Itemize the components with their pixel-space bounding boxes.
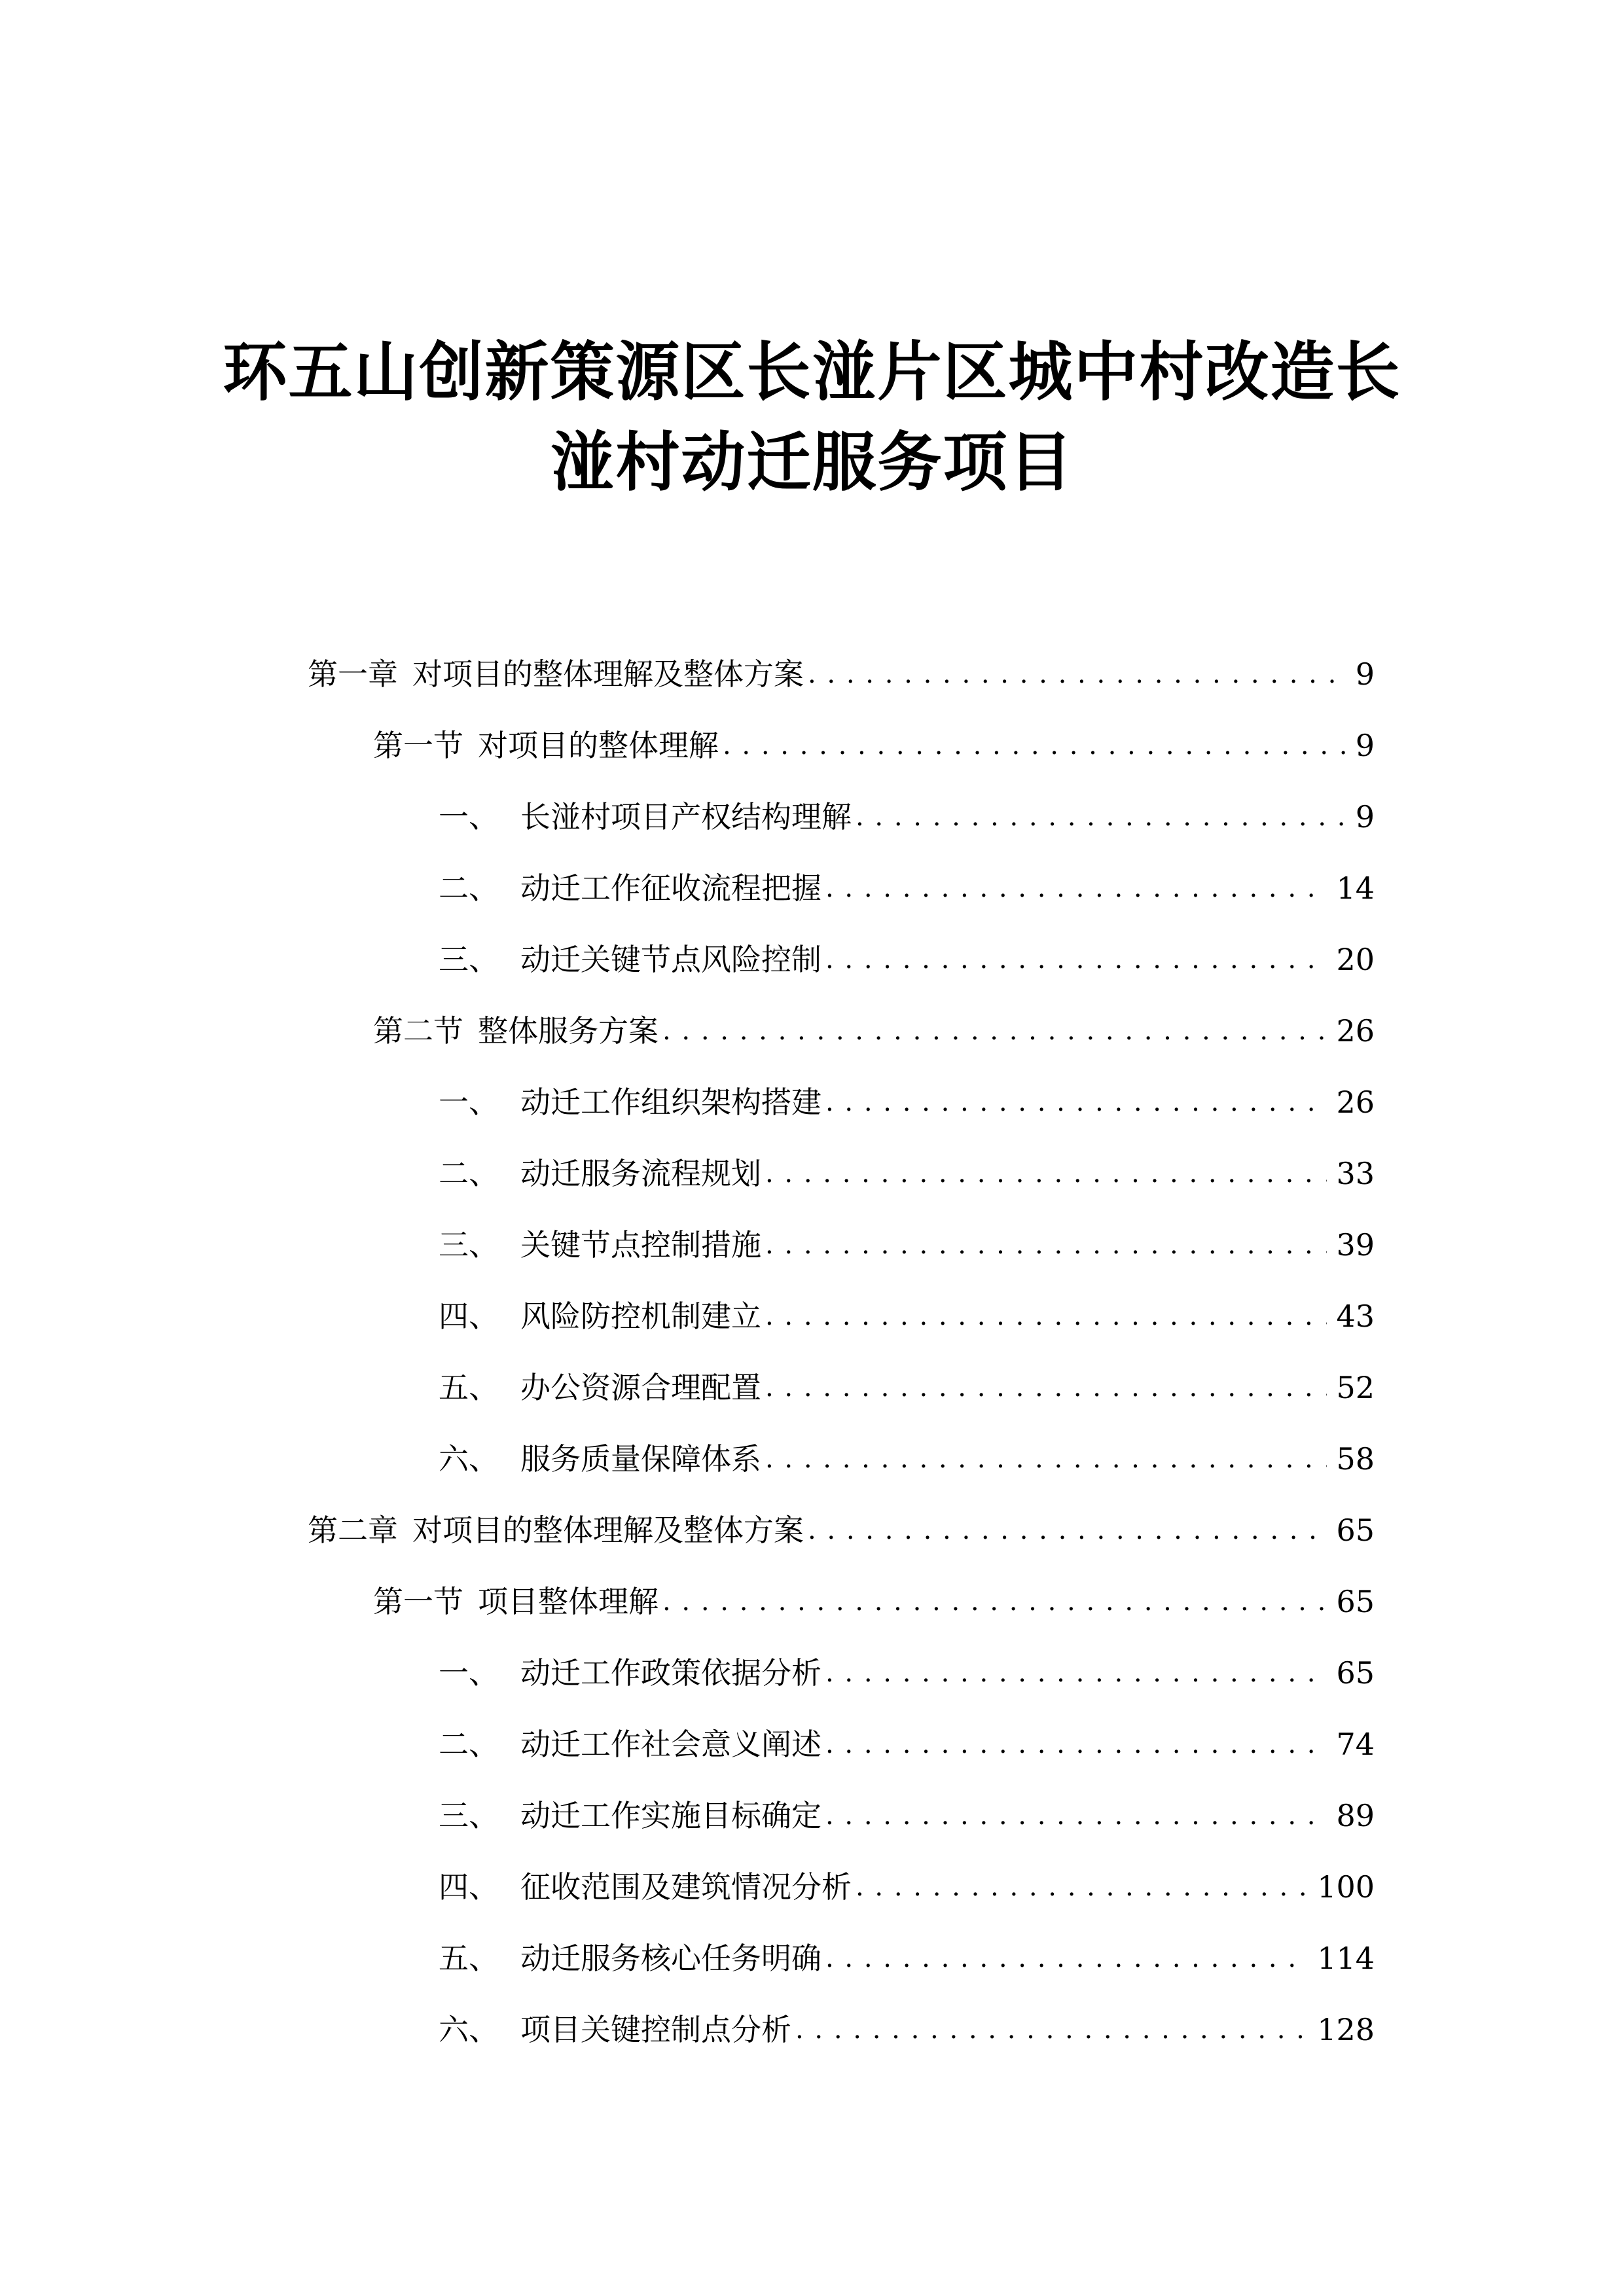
dot-leader <box>808 1507 1327 1553</box>
toc-entry-item[interactable] <box>439 1650 1375 1696</box>
toc-marker: 二、 <box>439 870 499 906</box>
toc-entry-item[interactable] <box>439 2007 1375 2053</box>
toc-marker: 四、 <box>439 1299 499 1334</box>
toc-label: 长湴村项目产权结构理解 <box>520 799 852 834</box>
toc-entry-item[interactable] <box>439 1864 1375 1910</box>
toc-marker: 六、 <box>439 1441 499 1477</box>
toc-entry-item[interactable] <box>439 937 1375 982</box>
dot-leader <box>662 1579 1327 1624</box>
toc-label: 关键节点控制措施 <box>520 1227 761 1263</box>
dot-leader <box>765 1365 1327 1410</box>
toc-entry-section[interactable] <box>373 723 1375 768</box>
dot-leader <box>856 1864 1308 1910</box>
toc-entry-section[interactable] <box>373 1008 1375 1054</box>
toc-page-number: 9 <box>1355 799 1375 834</box>
toc-label: 动迁工作组织架构搭建 <box>520 1085 821 1120</box>
toc-entry-chapter-1[interactable] <box>308 651 1375 697</box>
toc-label: 办公资源合理配置 <box>520 1370 761 1405</box>
toc-page-number: 9 <box>1355 656 1375 692</box>
dot-leader <box>795 2007 1308 2053</box>
toc-entry-item[interactable] <box>439 1365 1375 1410</box>
toc-marker: 第二章 <box>308 1513 398 1548</box>
dot-leader <box>765 1293 1327 1339</box>
toc-entry-chapter-2[interactable] <box>308 1507 1375 1553</box>
dot-leader <box>825 865 1327 911</box>
toc-marker: 三、 <box>439 1798 499 1833</box>
toc-marker: 六、 <box>439 2012 499 2047</box>
toc-marker: 三、 <box>439 942 499 977</box>
toc-entry-item[interactable] <box>439 1935 1375 1981</box>
toc-marker: 三、 <box>439 1227 499 1263</box>
toc-label: 动迁工作实施目标确定 <box>520 1798 821 1833</box>
toc-label: 动迁关键节点风险控制 <box>520 942 821 977</box>
toc-page-number: 65 <box>1336 1513 1375 1548</box>
dot-leader <box>825 1079 1327 1125</box>
toc-page-number: 39 <box>1336 1227 1375 1263</box>
toc-page-number: 26 <box>1336 1013 1375 1049</box>
dot-leader <box>765 1436 1327 1482</box>
toc-label: 动迁服务流程规划 <box>520 1156 761 1191</box>
toc-entry-item[interactable] <box>439 794 1375 840</box>
toc-label: 对项目的整体理解及整体方案 <box>412 1513 804 1548</box>
dot-leader <box>825 1721 1327 1767</box>
toc-page-number: 9 <box>1355 728 1375 763</box>
toc-entry-item[interactable] <box>439 1079 1375 1125</box>
toc-page-number: 100 <box>1317 1869 1375 1905</box>
toc-label: 对项目的整体理解 <box>478 728 719 763</box>
toc-page-number: 74 <box>1336 1727 1375 1762</box>
toc-label: 动迁服务核心任务明确 <box>520 1941 821 1976</box>
toc-label: 动迁工作征收流程把握 <box>520 870 821 906</box>
toc-label: 对项目的整体理解及整体方案 <box>412 656 804 692</box>
toc-marker: 第一节 <box>373 728 463 763</box>
toc-page-number: 20 <box>1336 942 1375 977</box>
dot-leader <box>825 1935 1308 1981</box>
toc-page-number: 114 <box>1317 1941 1375 1976</box>
toc-label: 动迁工作政策依据分析 <box>520 1655 821 1691</box>
toc-marker: 二、 <box>439 1156 499 1191</box>
toc-entry-section[interactable] <box>373 1579 1375 1624</box>
dot-leader <box>765 1222 1327 1268</box>
toc-entry-item[interactable] <box>439 1151 1375 1196</box>
toc-marker: 一、 <box>439 1655 499 1691</box>
toc-marker: 第二节 <box>373 1013 463 1049</box>
toc-label: 风险防控机制建立 <box>520 1299 761 1334</box>
dot-leader <box>825 1793 1327 1839</box>
toc-page-number: 52 <box>1336 1370 1375 1405</box>
toc-marker: 一、 <box>439 1085 499 1120</box>
toc-page-number: 128 <box>1317 2012 1375 2047</box>
toc-label: 动迁工作社会意义阐述 <box>520 1727 821 1762</box>
toc-label: 服务质量保障体系 <box>520 1441 761 1477</box>
dot-leader <box>856 794 1346 840</box>
toc-page-number: 43 <box>1336 1299 1375 1334</box>
toc-entry-item[interactable] <box>439 1293 1375 1339</box>
document-title <box>0 327 1624 508</box>
toc-entry-item[interactable] <box>439 1793 1375 1839</box>
toc-page-number: 65 <box>1336 1584 1375 1619</box>
toc-entry-item[interactable] <box>439 1222 1375 1268</box>
toc-label: 项目整体理解 <box>478 1584 659 1619</box>
dot-leader <box>808 651 1346 697</box>
toc-entry-item[interactable] <box>439 1436 1375 1482</box>
toc-label: 整体服务方案 <box>478 1013 659 1049</box>
toc-label: 项目关键控制点分析 <box>520 2012 791 2047</box>
toc-page-number: 58 <box>1336 1441 1375 1477</box>
toc-marker: 第一章 <box>308 656 398 692</box>
toc-entry-item[interactable] <box>439 1721 1375 1767</box>
toc-marker: 一、 <box>439 799 499 834</box>
toc-label: 征收范围及建筑情况分析 <box>520 1869 852 1905</box>
toc-marker: 五、 <box>439 1370 499 1405</box>
toc-page-number: 89 <box>1336 1798 1375 1833</box>
toc-page-number: 33 <box>1336 1156 1375 1191</box>
toc-page-number: 14 <box>1336 870 1375 906</box>
dot-leader <box>723 723 1346 768</box>
title-line-2: 湴村动迁服务项目 <box>550 425 1074 500</box>
toc-marker: 第一节 <box>373 1584 463 1619</box>
title-line-1: 环五山创新策源区长湴片区城中村改造长 <box>223 335 1401 410</box>
dot-leader <box>662 1008 1327 1054</box>
toc-entry-item[interactable] <box>439 865 1375 911</box>
dot-leader <box>825 937 1327 982</box>
toc-marker: 二、 <box>439 1727 499 1762</box>
toc-page-number: 65 <box>1336 1655 1375 1691</box>
toc-marker: 四、 <box>439 1869 499 1905</box>
toc-page-number: 26 <box>1336 1085 1375 1120</box>
dot-leader <box>825 1650 1327 1696</box>
dot-leader <box>765 1151 1327 1196</box>
toc-marker: 五、 <box>439 1941 499 1976</box>
